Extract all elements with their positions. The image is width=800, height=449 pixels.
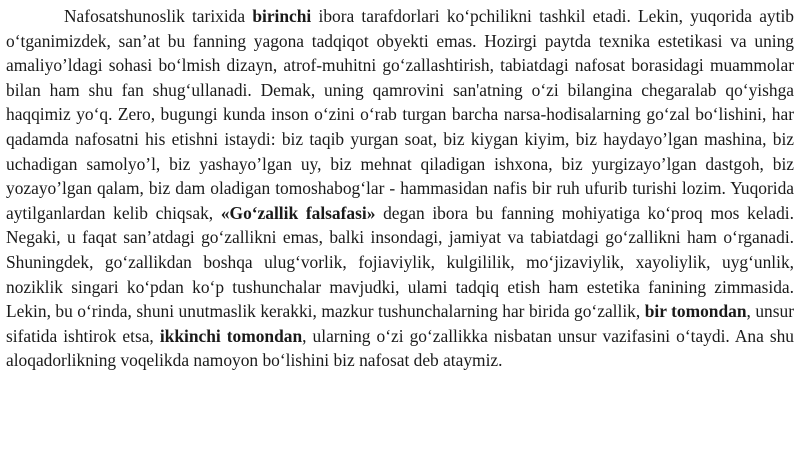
bold-term-ikkinchi-tomondan: ikkinchi tomondan bbox=[159, 325, 303, 346]
bold-term-gozallik-falsafasi: «Go‘zallik falsafasi» bbox=[220, 202, 376, 223]
text-segment: , ularning o‘zi go‘zallikka nisbatan unsur vazifasini o‘taydi. Ana shu aloqadorlikning voqelikda namoyon bo‘lishini biz nafosat deb ataymiz. bbox=[6, 325, 795, 371]
text-segment: ibora tarafdorlari ko‘pchilikni tashkil etadi. Lekin, yuqorida aytib o‘tganimizdek, san’at bu fanning yagona tadqiqot obyekti emas. Hozirgi paytda texnika estetikasi va uning amaliyo’ldagi sohasi bo‘lmish dizayn, atrof-muhitni go‘zallashtirish, tabiatdagi nafosat borasidagi muammolar bilan ham shu fan shug‘ullanadi. Demak, uning qamrovini san'atning o‘zi bilangina chegaralab qo‘yishga haqqimiz yo‘q. Zero, bugungi kunda inson o‘zini o‘rab turgan barcha narsa-hodisalarning go‘zal bo‘lishini, har qadamda nafosatni his etishni istaydi: biz taqib yurgan soat, biz kiygan kiyim, biz haydayo’lgan mashina, biz uchadigan samolyo’l, biz yashayo’lgan uy, biz mehnat qiladigan ishxona, biz yurgizayo’lgan dastgoh, biz yozayo’lgan qalam, biz dam oladigan tomoshabog‘lar - hammasidan nafis bir ruh ufurib turishi lozim. Yuqorida aytilganlardan kelib chiqsak, bbox=[6, 6, 794, 223]
bold-term-bir-tomondan: bir tomondan bbox=[644, 301, 747, 322]
bold-term-birinchi: birinchi bbox=[252, 6, 312, 26]
text-segment: degan ibora bu fanning mohiyatiga ko‘proq mos keladi. Negaki, u faqat san’atdagi go‘zallikni emas, balki insondagi, jamiyat va tabiatdagi go‘zallikni ham o‘rganadi. Shuningdek, go‘zallikdan boshqa ulug‘vorlik, fojiaviylik, kulgililik, mo‘jizaviylik, xayoliylik, uyg‘unlik, noziklik singari ko‘pdan ko‘p tushunchalar mavjudki, ulami tadqiq etish ham estetika fanining zimmasida. Lekin, bu o‘rinda, shuni unutmaslik kerakki, mazkur tushunchalarning har birida go‘zallik, bbox=[6, 202, 794, 322]
text-segment: Nafosatshunoslik tarixida bbox=[64, 6, 253, 26]
body-paragraph bbox=[6, 4, 794, 373]
text-segment: , unsur sifatida ishtirok etsa, bbox=[6, 301, 794, 346]
